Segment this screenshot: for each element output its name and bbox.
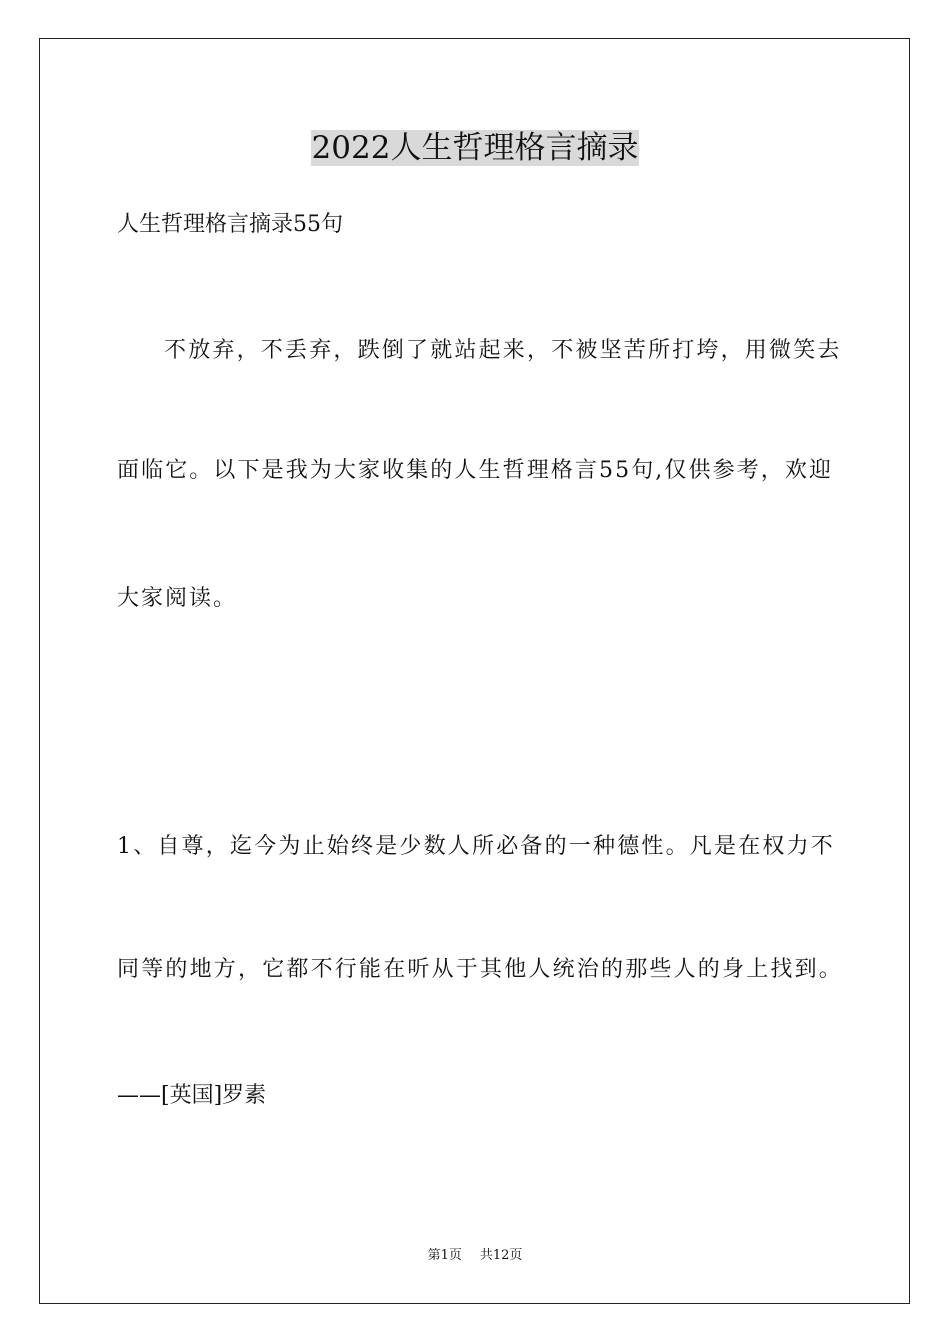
document-subtitle: 人生哲理格言摘录55句 <box>117 212 343 237</box>
page-footer <box>0 1247 950 1265</box>
document-title-text: 2022人生哲理格言摘录 <box>311 130 639 166</box>
quote-line-1: 1、自尊，迄今为止始终是少数人所必备的一种德性。凡是在权力不 <box>117 834 835 859</box>
intro-line-2: 面临它。以下是我为大家收集的人生哲理格言55句,仅供参考，欢迎 <box>117 458 834 483</box>
intro-line-3: 大家阅读。 <box>117 586 238 611</box>
quote-line-2: 同等的地方，它都不行能在听从于其他人统治的那些人的身上找到。 <box>117 957 844 982</box>
document-title <box>0 128 950 168</box>
page-current: 第1页 <box>427 1248 462 1263</box>
quote-attribution: ——[英国]罗素 <box>117 1083 267 1108</box>
page-total: 共12页 <box>479 1248 523 1263</box>
intro-line-1: 不放弃，不丢弃，跌倒了就站起来，不被坚苦所打垮，用微笑去 <box>164 338 842 363</box>
